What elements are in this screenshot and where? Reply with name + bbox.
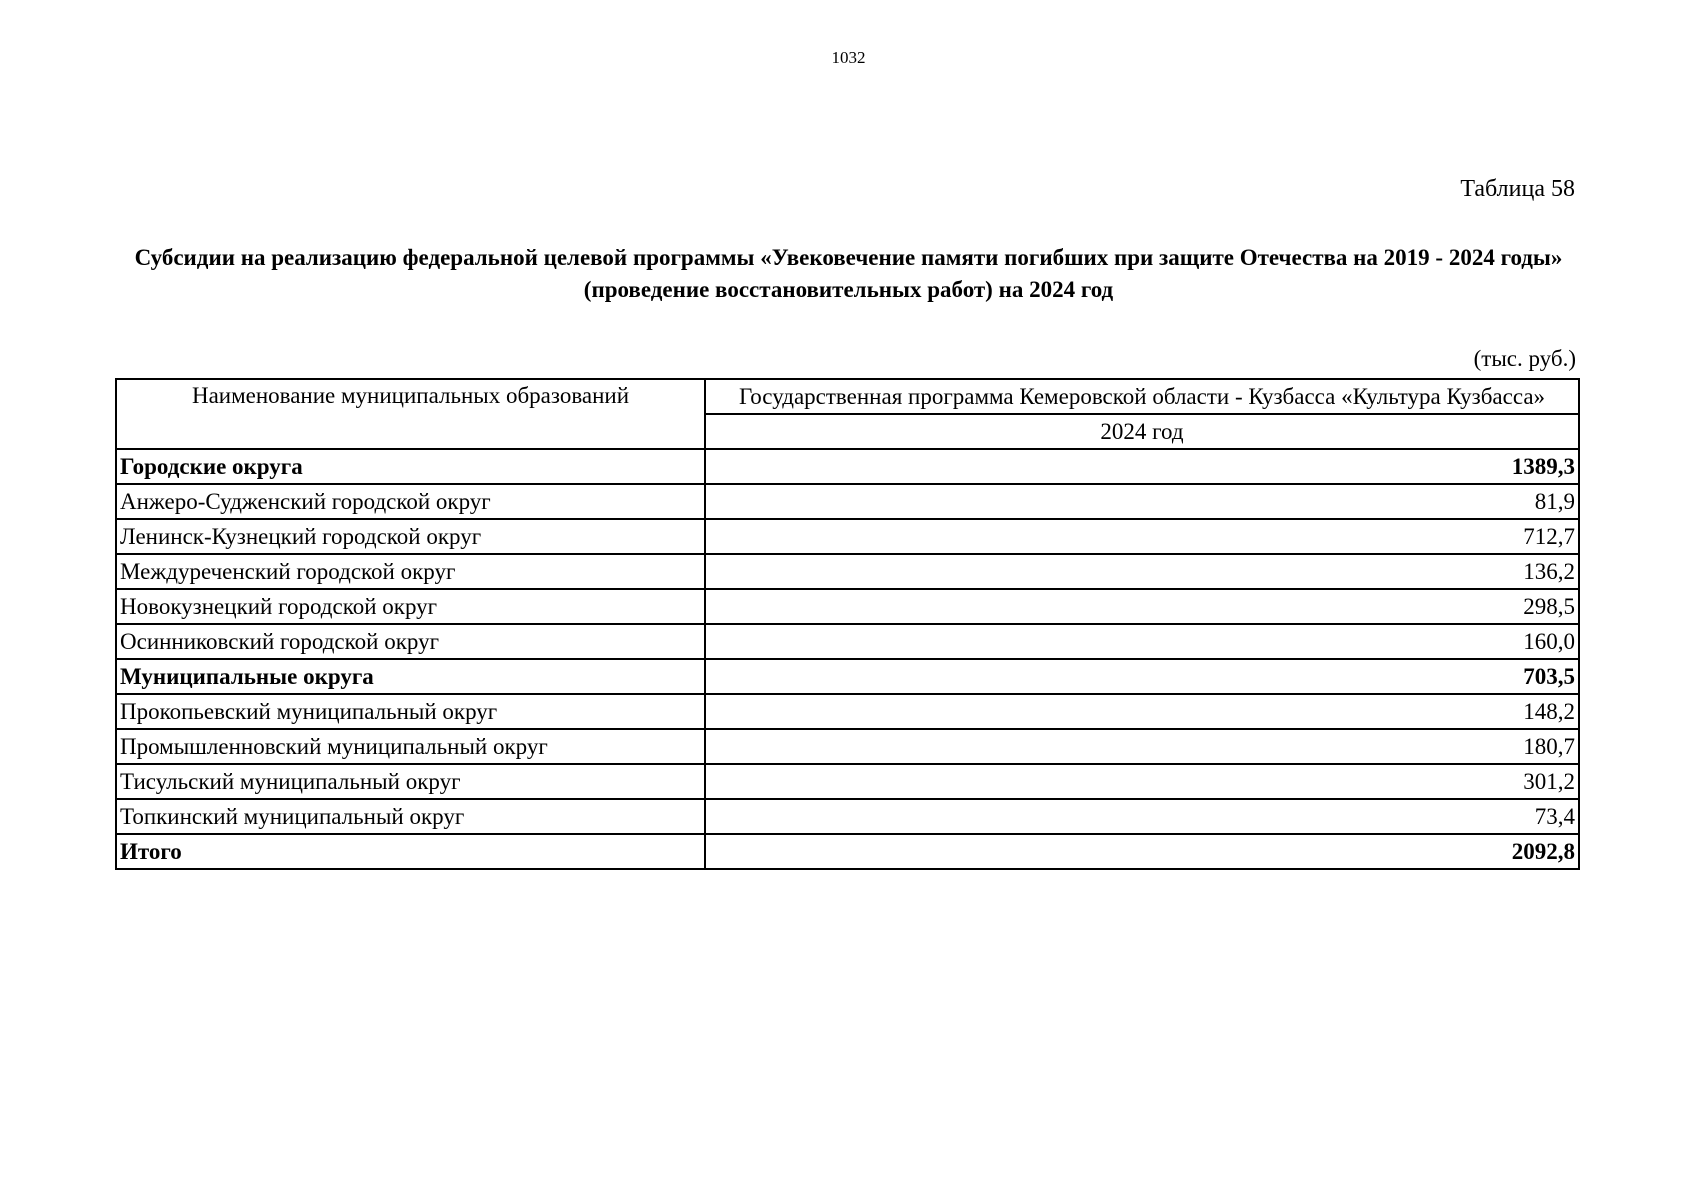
- row-value: 301,2: [705, 764, 1579, 799]
- table-row: [116, 729, 1579, 764]
- table-row: [116, 519, 1579, 554]
- row-name: Тисульский муниципальный округ: [116, 764, 705, 799]
- table-row: [116, 449, 1579, 484]
- row-name: Новокузнецкий городской округ: [116, 589, 705, 624]
- table-label: Таблица 58: [1460, 176, 1575, 202]
- table-row: [116, 799, 1579, 834]
- row-name: Анжеро-Судженский городской округ: [116, 484, 705, 519]
- row-name: Итого: [116, 834, 705, 869]
- row-value: 136,2: [705, 554, 1579, 589]
- table-row: [116, 834, 1579, 869]
- row-name: Топкинский муниципальный округ: [116, 799, 705, 834]
- row-value: 712,7: [705, 519, 1579, 554]
- row-name: Прокопьевский муниципальный округ: [116, 694, 705, 729]
- page-number: 1032: [831, 48, 866, 67]
- row-value: 148,2: [705, 694, 1579, 729]
- row-value: 81,9: [705, 484, 1579, 519]
- table-row: [116, 554, 1579, 589]
- table-header: [116, 379, 1579, 449]
- row-name: Междуреченский городской округ: [116, 554, 705, 589]
- row-name: Промышленновский муниципальный округ: [116, 729, 705, 764]
- row-name: Муниципальные округа: [116, 659, 705, 694]
- row-value: 2092,8: [705, 834, 1579, 869]
- table-row: [116, 589, 1579, 624]
- row-name: Ленинск-Кузнецкий городской округ: [116, 519, 705, 554]
- table-row: [116, 764, 1579, 799]
- units-label: (тыс. руб.): [1473, 346, 1576, 371]
- document-title: Субсидии на реализацию федеральной целевой программы «Увековечение памяти погибших при защите Отечества на 2019 - 2024 годы» (проведение восстановительных работ) на 2024 год: [134, 245, 1563, 302]
- row-value: 298,5: [705, 589, 1579, 624]
- subsidy-table: [115, 378, 1580, 870]
- column-header-year: 2024 год: [705, 414, 1579, 449]
- column-header-name: Наименование муниципальных образований: [116, 379, 705, 449]
- row-name: Городские округа: [116, 449, 705, 484]
- row-name: Осинниковский городской округ: [116, 624, 705, 659]
- row-value: 73,4: [705, 799, 1579, 834]
- table-row: [116, 659, 1579, 694]
- row-value: 703,5: [705, 659, 1579, 694]
- header-row: [116, 379, 1579, 414]
- row-value: 160,0: [705, 624, 1579, 659]
- row-value: 1389,3: [705, 449, 1579, 484]
- row-value: 180,7: [705, 729, 1579, 764]
- table-row: [116, 624, 1579, 659]
- table-row: [116, 694, 1579, 729]
- column-header-program: Государственная программа Кемеровской области - Кузбасса «Культура Кузбасса»: [705, 379, 1579, 414]
- table-body: [116, 449, 1579, 869]
- table-row: [116, 484, 1579, 519]
